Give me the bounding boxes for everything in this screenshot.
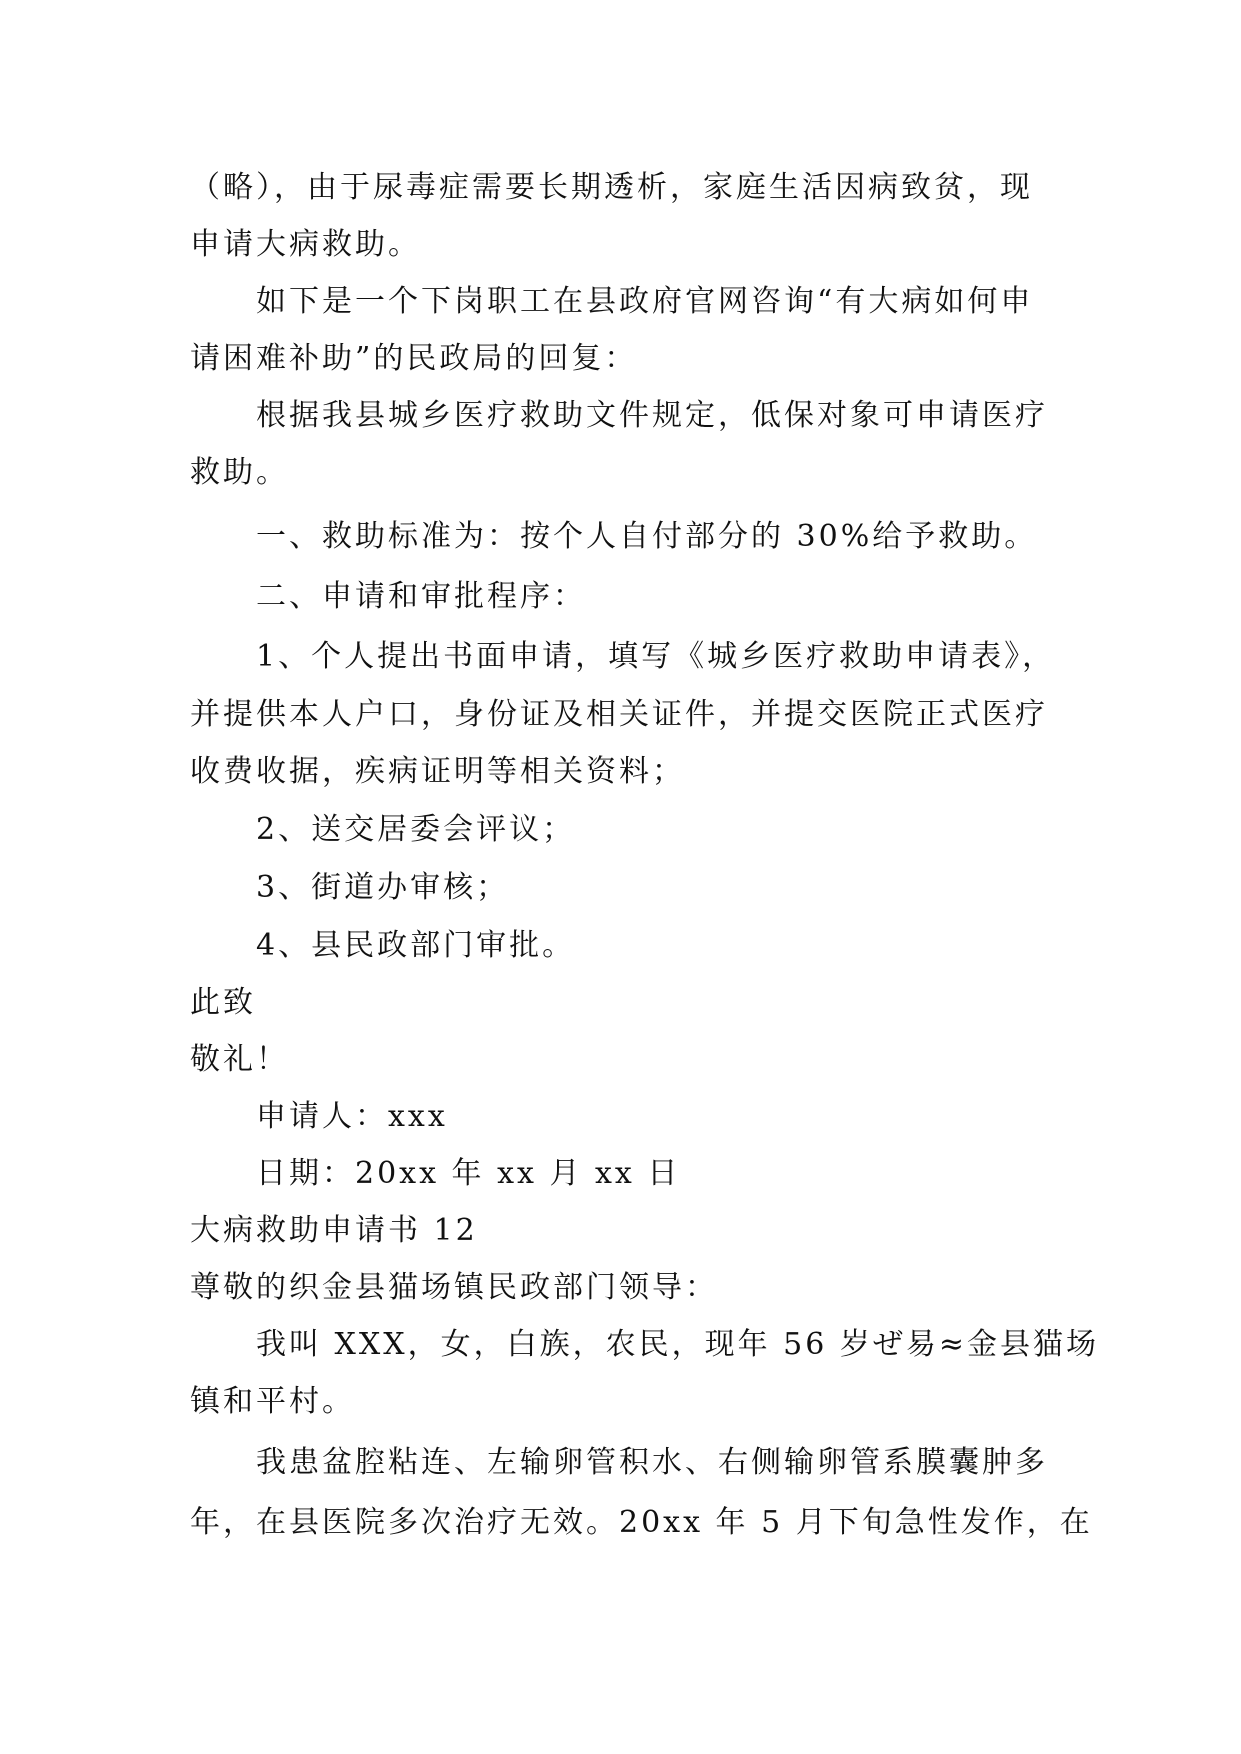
paragraph-line: 救助。 [190, 455, 289, 490]
closing-line: 敬礼！ [190, 1042, 289, 1077]
signature-date: 日期：20xx 年 xx 月 xx 日 [256, 1156, 681, 1191]
paragraph-line: 年，在县医院多次治疗无效。20xx 年 5 月下旬急性发作，在 [190, 1505, 1093, 1540]
paragraph-line: 镇和平村。 [190, 1384, 355, 1419]
paragraph-line: 如下是一个下岗职工在县政府官网咨询“有大病如何申 [256, 284, 1034, 319]
paragraph-line: 我患盆腔粘连、左输卵管积水、右侧输卵管系膜囊肿多 [256, 1445, 1048, 1480]
paragraph-line: （略），由于尿毒症需要长期透析，家庭生活因病致贫，现 [190, 170, 1033, 205]
salutation: 尊敬的织金县猫场镇民政部门领导： [190, 1270, 718, 1305]
paragraph-line: 并提供本人户口，身份证及相关证件，并提交医院正式医疗 [190, 697, 1048, 732]
paragraph-line: 请困难补助”的民政局的回复： [190, 341, 638, 376]
paragraph-line: 我叫 XXX，女，白族，农民，现年 56 岁ぜ易≈金县猫场 [256, 1327, 1099, 1362]
section-title: 大病救助申请书 12 [190, 1213, 478, 1248]
paragraph-line: 1、个人提出书面申请，填写《城乡医疗救助申请表》， [256, 639, 1056, 674]
paragraph-line: 根据我县城乡医疗救助文件规定，低保对象可申请医疗 [256, 398, 1048, 433]
paragraph-line: 2、送交居委会评议； [256, 812, 576, 847]
paragraph-line: 一、救助标准为：按个人自付部分的 30%给予救助。 [256, 519, 1038, 554]
closing-line: 此致 [190, 985, 256, 1020]
paragraph-line: 收费收据，疾病证明等相关资料； [190, 754, 685, 789]
paragraph-line: 申请大病救助。 [190, 227, 421, 262]
paragraph-line: 4、县民政部门审批。 [256, 928, 576, 963]
signature-applicant: 申请人：xxx [256, 1099, 448, 1134]
paragraph-line: 3、街道办审核； [256, 870, 510, 905]
paragraph-line: 二、申请和审批程序： [256, 579, 586, 614]
